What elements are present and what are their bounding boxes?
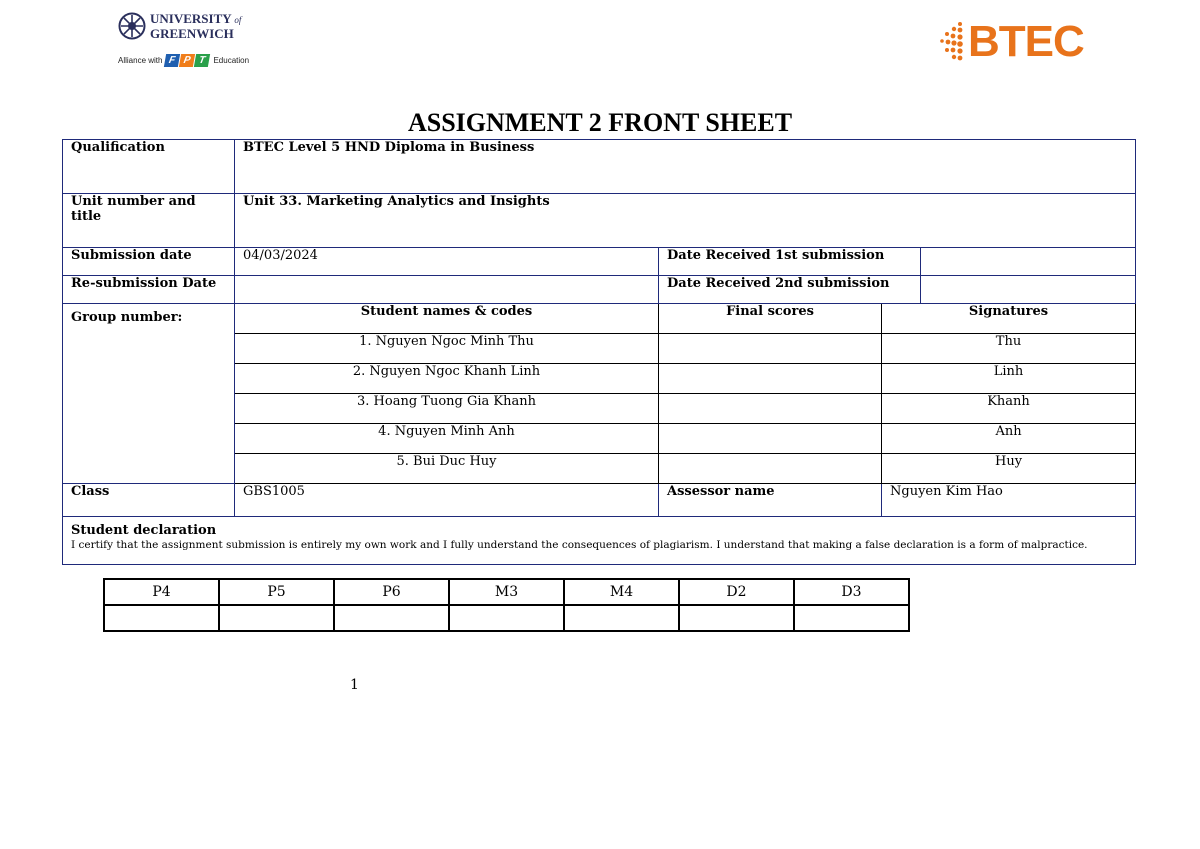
- grade-cell: [679, 605, 794, 631]
- date-received-2-label: Date Received 2nd submission: [659, 276, 921, 304]
- university-of: of: [234, 15, 242, 25]
- unit-label: Unit number and title: [63, 194, 235, 248]
- col-final-scores: Final scores: [659, 304, 882, 334]
- student-signature: Thu: [882, 334, 1136, 364]
- student-score: [659, 454, 882, 484]
- submission-date-row: [63, 248, 1136, 276]
- alliance-suffix: Education: [213, 56, 250, 65]
- assessor-label: Assessor name: [659, 484, 882, 517]
- group-header-row: [63, 304, 1136, 334]
- date-received-1-label: Date Received 1st submission: [659, 248, 921, 276]
- declaration-title: Student declaration: [71, 523, 217, 538]
- resubmission-row: [63, 276, 1136, 304]
- page-title: ASSIGNMENT 2 FRONT SHEET: [407, 108, 793, 137]
- grading-criteria-table: [103, 578, 910, 632]
- fpt-letter-t: T: [194, 54, 210, 67]
- col-signatures: Signatures: [882, 304, 1136, 334]
- declaration-row: [63, 517, 1136, 565]
- unit-value: Unit 33. Marketing Analytics and Insights: [235, 194, 1136, 248]
- declaration-text: I certify that the assignment submission is entirely my own work and I fully understand the consequences of plagiarism. I understand that making a false declaration is a form of malpractice.: [71, 539, 1088, 551]
- col-student-names: Student names & codes: [235, 304, 659, 334]
- class-row: [63, 484, 1136, 517]
- student-name: 3. Hoang Tuong Gia Khanh: [235, 394, 659, 424]
- group-number-label: Group number:: [63, 304, 235, 484]
- student-name: 5. Bui Duc Huy: [235, 454, 659, 484]
- grade-cell: [449, 605, 564, 631]
- criteria-values-row: [104, 605, 909, 631]
- page-number: 1: [350, 677, 359, 693]
- greenwich-emblem-icon: [118, 12, 146, 40]
- date-received-1-value: [921, 248, 1136, 276]
- student-score: [659, 364, 882, 394]
- student-score: [659, 394, 882, 424]
- resubmission-value: [235, 276, 659, 304]
- student-score: [659, 334, 882, 364]
- class-value: GBS1005: [235, 484, 659, 517]
- fpt-letter-f: F: [164, 54, 180, 67]
- front-sheet-table: [62, 139, 1136, 565]
- unit-row: [63, 194, 1136, 248]
- student-signature: Khanh: [882, 394, 1136, 424]
- btec-dots-icon: [938, 20, 966, 64]
- student-score: [659, 424, 882, 454]
- university-line1: UNIVERSITY: [150, 11, 232, 26]
- date-received-2-value: [921, 276, 1136, 304]
- student-signature: Huy: [882, 454, 1136, 484]
- university-line2: GREENWICH: [150, 26, 234, 41]
- submission-date-label: Submission date: [63, 248, 235, 276]
- alliance-fpt: [118, 54, 258, 67]
- criterion-m3: M3: [449, 579, 564, 605]
- criteria-header-row: [104, 579, 909, 605]
- fpt-logo: [165, 54, 210, 67]
- btec-wordmark: BTEC: [968, 17, 1084, 66]
- student-signature: Anh: [882, 424, 1136, 454]
- assessor-value: Nguyen Kim Hao: [882, 484, 1136, 517]
- criterion-m4: M4: [564, 579, 679, 605]
- qualification-label: Qualification: [63, 140, 235, 194]
- alliance-prefix: Alliance with: [118, 56, 163, 65]
- grade-cell: [794, 605, 909, 631]
- resubmission-label: Re-submission Date: [63, 276, 235, 304]
- university-of-greenwich-logo: [118, 12, 258, 82]
- student-name: 2. Nguyen Ngoc Khanh Linh: [235, 364, 659, 394]
- qualification-value: BTEC Level 5 HND Diploma in Business: [235, 140, 1136, 194]
- btec-logo: [938, 14, 1098, 70]
- criterion-d2: D2: [679, 579, 794, 605]
- grade-cell: [104, 605, 219, 631]
- criterion-p6: P6: [334, 579, 449, 605]
- fpt-letter-p: P: [179, 54, 195, 67]
- grade-cell: [334, 605, 449, 631]
- student-declaration: [63, 517, 1136, 565]
- criterion-p5: P5: [219, 579, 334, 605]
- class-label: Class: [63, 484, 235, 517]
- student-name: 1. Nguyen Ngoc Minh Thu: [235, 334, 659, 364]
- submission-date-value: 04/03/2024: [235, 248, 659, 276]
- qualification-row: [63, 140, 1136, 194]
- grade-cell: [219, 605, 334, 631]
- criterion-d3: D3: [794, 579, 909, 605]
- criterion-p4: P4: [104, 579, 219, 605]
- student-name: 4. Nguyen Minh Anh: [235, 424, 659, 454]
- grade-cell: [564, 605, 679, 631]
- student-signature: Linh: [882, 364, 1136, 394]
